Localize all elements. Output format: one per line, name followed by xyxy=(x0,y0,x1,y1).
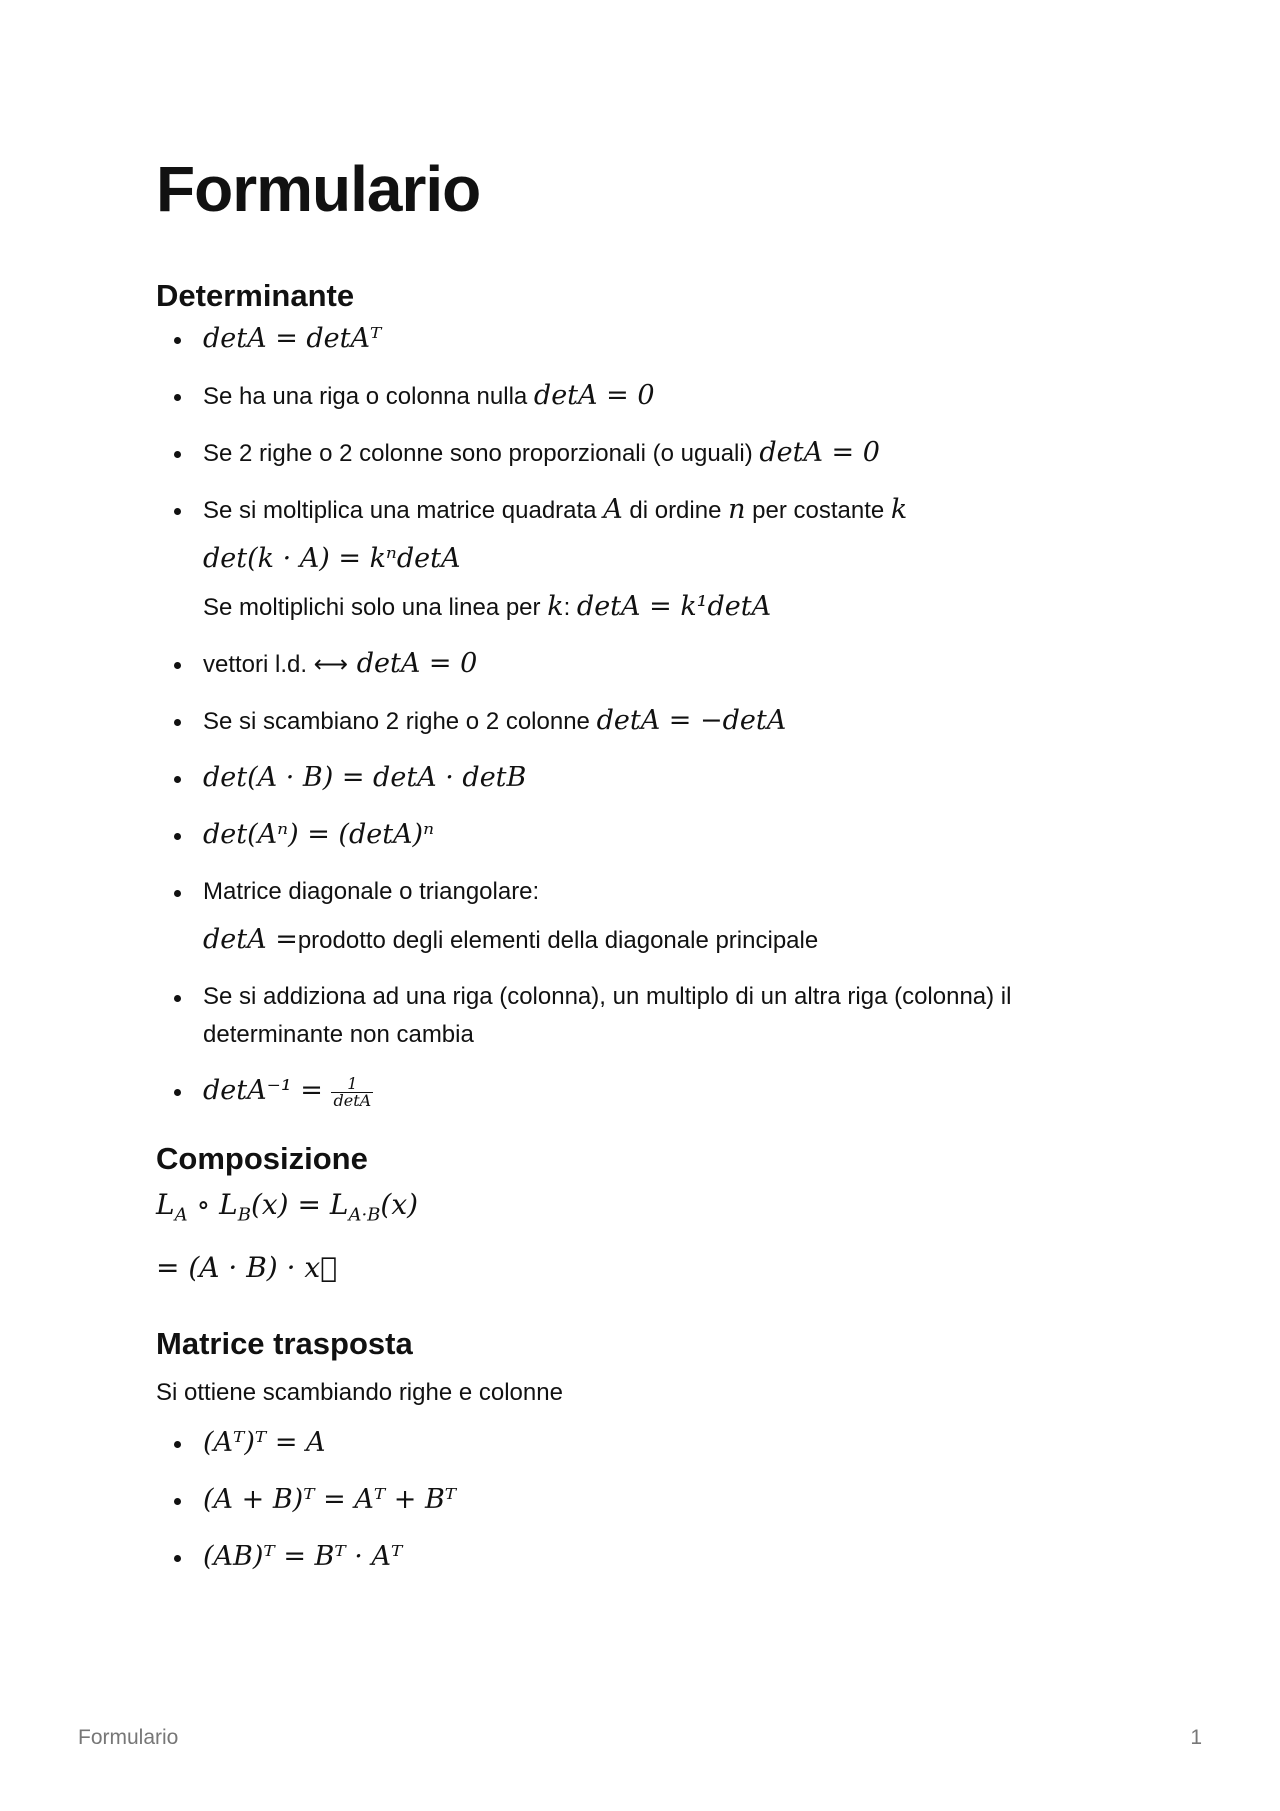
composition-formula: $L_A$ ∘ $L_B(x) = L_{A\cdot B}(x)$ xyxy=(156,1188,419,1226)
composition-formula-result: = (A · B) · x⃗ xyxy=(156,1250,338,1284)
scalar-multiplication-formula: det(k · A) = kⁿdetA xyxy=(203,543,461,574)
section-heading-composizione: Composizione xyxy=(156,1141,368,1176)
section-heading-trasposta: Matrice trasposta xyxy=(156,1325,413,1361)
list-item: Se si scambiano 2 righe o 2 colonne detA = −detA xyxy=(156,702,1136,741)
list-item: (Aᵀ)ᵀ = A xyxy=(156,1424,1136,1463)
list-item: Se si addiziona ad una riga (colonna), un multiplo di un altra riga (colonna) il determinante non cambia xyxy=(156,978,1136,1054)
trasposta-intro: Si ottiene scambiando righe e colonne xyxy=(156,1378,563,1406)
list-item: Matrice diagonale o triangolare: detA =prodotto degli elementi della diagonale principale xyxy=(156,873,1136,960)
list-item: Se ha una riga o colonna nulla detA = 0 xyxy=(156,377,1136,416)
double-arrow-icon: ⟷ xyxy=(313,651,349,678)
section-heading-determinante: Determinante xyxy=(156,278,355,313)
footer-title: Formulario xyxy=(78,1726,179,1749)
determinante-list xyxy=(156,320,1136,1111)
list-item: (A + B)ᵀ = Aᵀ + Bᵀ xyxy=(156,1481,1136,1520)
single-line-note: Se moltiplichi solo una linea per k: detA = k¹detA xyxy=(203,591,772,622)
page-footer xyxy=(78,1726,1202,1750)
list-item: det(A · B) = detA · detB xyxy=(156,759,1136,798)
list-item: vettori l.d. ⟷ detA = 0 xyxy=(156,645,1136,684)
trasposta-list xyxy=(156,1424,1136,1577)
list-item: Se 2 righe o 2 colonne sono proporzionali (o uguali) detA = 0 xyxy=(156,434,1136,473)
page-number: 1 xyxy=(1190,1726,1202,1749)
list-item: (AB)ᵀ = Bᵀ · Aᵀ xyxy=(156,1538,1136,1577)
list-item: detA⁻¹ = $\frac{1}{\det A}$ xyxy=(156,1072,1136,1111)
page-content xyxy=(156,150,1136,1595)
list-item: Se si moltiplica una matrice quadrata A di ordine n per costante k det(k · A) = kⁿdetA Se moltiplichi solo una linea per k: detA = k¹detA xyxy=(156,491,1136,627)
list-item: detA = detAᵀ xyxy=(156,320,1136,359)
list-item: det(Aⁿ) = (detA)ⁿ xyxy=(156,816,1136,855)
page-title: Formulario xyxy=(156,153,481,225)
fraction: $\frac{1}{\det A}$ xyxy=(333,1074,372,1111)
